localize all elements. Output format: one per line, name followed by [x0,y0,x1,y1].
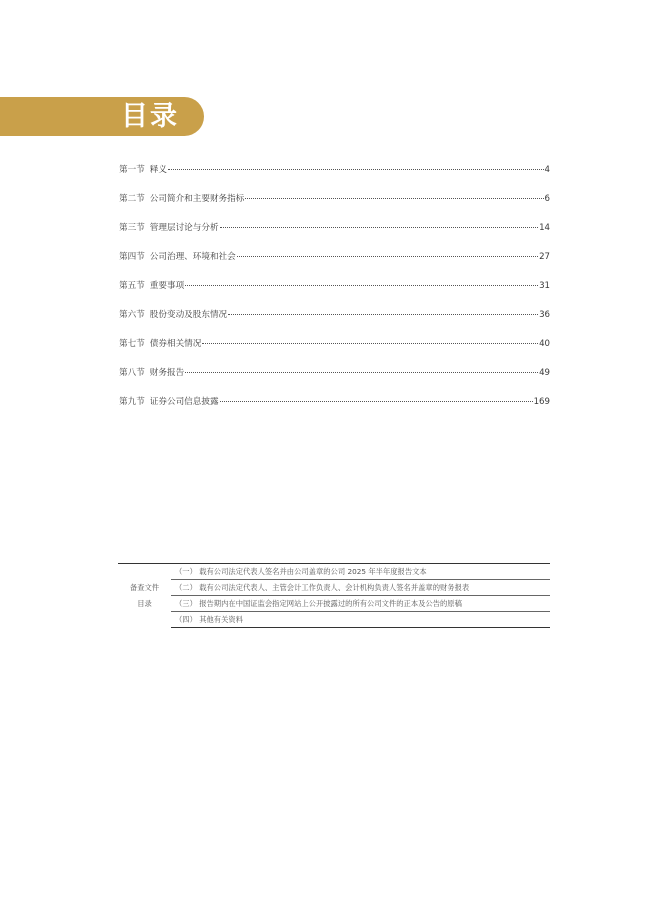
toc-leader-dots [168,169,544,170]
toc-section-number: 第七节 [119,339,145,349]
table-row [118,580,550,596]
toc-leader-dots [237,256,538,257]
toc-section-title: 股份变动及股东情况 [149,310,228,320]
reference-documents-table [118,563,550,628]
toc-section-title: 财务报告 [149,368,185,378]
toc-section-number: 第六节 [119,310,145,320]
toc-leader-dots [245,198,543,199]
toc-page-number: 6 [544,194,550,204]
toc-item-5[interactable] [119,279,550,308]
reference-documents-label [118,564,171,628]
table-row [118,564,550,580]
toc-page-number: 14 [539,223,550,233]
toc-section-title: 公司治理、环境和社会 [149,252,236,262]
toc-leader-dots [202,343,538,344]
toc-leader-dots [185,285,538,286]
toc-section-title: 释义 [149,165,167,175]
toc-leader-dots [220,227,539,228]
toc-section-number: 第九节 [119,397,145,407]
label-line: 备查文件 [129,582,160,592]
reference-document-item: （一） 载有公司法定代表人签名并由公司盖章的公司 2025 年半年度报告文本 [171,564,550,580]
page-title: 目录 [121,101,179,132]
reference-document-item: （三） 报告期内在中国证监会指定网站上公开披露过的所有公司文件的正本及公告的原稿 [171,596,550,612]
toc-page-number: 31 [539,281,550,291]
toc-page-number: 49 [539,368,550,378]
toc-section-number: 第二节 [119,194,145,204]
toc-leader-dots [228,314,538,315]
toc-section-title: 重要事项 [149,281,185,291]
table-row [118,596,550,612]
toc-page-number: 4 [544,165,550,175]
toc-item-2[interactable] [119,192,550,221]
toc-section-title: 债券相关情况 [149,339,202,349]
toc-section-number: 第八节 [119,368,145,378]
reference-document-item: （四） 其他有关资料 [171,612,550,628]
toc-section-number: 第三节 [119,223,145,233]
toc-item-7[interactable] [119,337,550,366]
toc-page-number: 169 [533,397,550,407]
toc-section-title: 公司简介和主要财务指标 [149,194,245,204]
table-row [118,612,550,628]
toc-section-title: 管理层讨论与分析 [149,223,219,233]
toc-leader-dots [185,372,538,373]
toc-section-number: 第四节 [119,252,145,262]
toc-leader-dots [220,401,533,402]
toc-section-number: 第五节 [119,281,145,291]
toc-item-8[interactable] [119,366,550,395]
toc-page-number: 36 [539,310,550,320]
toc-item-9[interactable] [119,395,550,424]
toc-item-3[interactable] [119,221,550,250]
toc-page-number: 40 [539,339,550,349]
reference-document-item: （二） 载有公司法定代表人、主管会计工作负责人、会计机构负责人签名并盖章的财务报表 [171,580,550,596]
toc-section-number: 第一节 [119,165,145,175]
toc-item-4[interactable] [119,250,550,279]
toc-page-number: 27 [539,252,550,262]
toc-item-6[interactable] [119,308,550,337]
toc-item-1[interactable] [119,163,550,192]
table-of-contents [119,163,550,424]
label-line: 目录 [137,598,152,608]
toc-section-title: 证券公司信息披露 [149,397,219,407]
